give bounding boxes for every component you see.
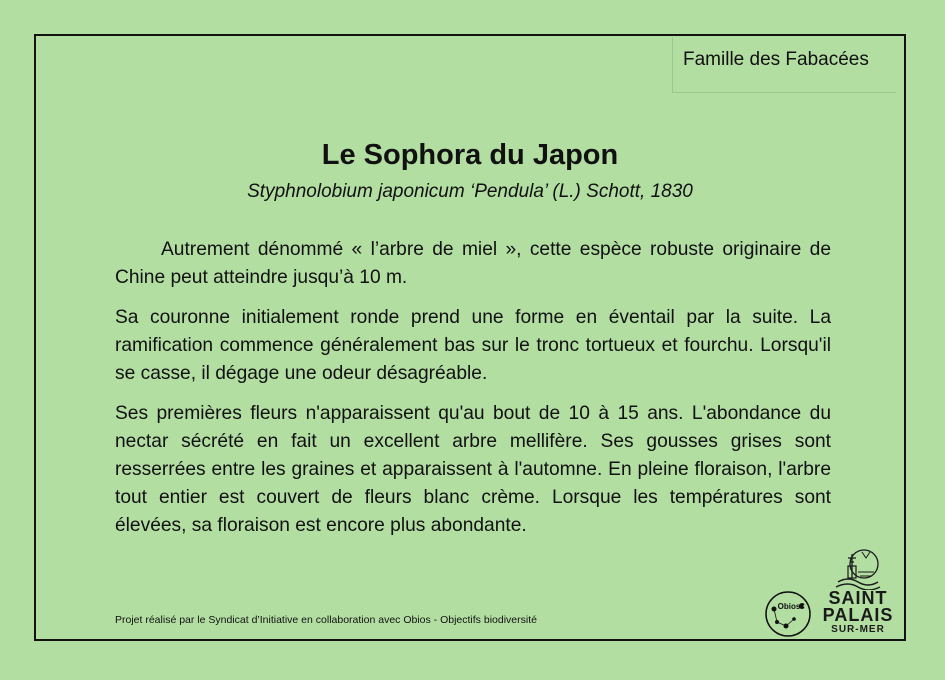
obios-logo: [764, 590, 812, 638]
family-label: Famille des Fabacées: [672, 37, 896, 93]
project-credit: Projet réalisé par le Syndicat d’Initiative en collaboration avec Obios - Objectifs biodiversité: [115, 614, 537, 626]
paragraph-2: Sa couronne initialement ronde prend une forme en éventail par la suite. La ramification commence généralement bas sur le tronc tortueux et fourchu. Lorsqu'il se casse, il dégage une odeur désagréable.: [115, 307, 831, 384]
city-emblem-icon: [834, 544, 882, 590]
scientific-name: Styphnolobium japonicum ‘Pendula’ (L.) Schott, 1830: [247, 181, 693, 202]
obios-logo-text: Obios: [777, 602, 801, 611]
city-logo: [820, 544, 896, 644]
plant-title: Le Sophora du Japon: [321, 139, 619, 171]
city-name: SAINT PALAIS: [822, 588, 894, 625]
paragraph-1: Autrement dénommé « l’arbre de miel », cette espèce robuste originaire de Chine peut atteindre jusqu’à 10 m.: [115, 239, 831, 288]
info-panel: [34, 34, 906, 641]
description: [115, 236, 831, 552]
city-sub: SUR-MER: [831, 624, 885, 635]
paragraph-3: Ses premières fleurs n'apparaissent qu'au bout de 10 à 15 ans. L'abondance du nectar sécrété en fait un excellent arbre mellifère. Ses gousses grises sont resserrées entre les graines et apparaissent à l'automne. En pleine floraison, l'arbre tout entier est couvert de fleurs blanc crème. Lorsque les températures sont élevées, sa floraison est encore plus abondante.: [115, 403, 831, 536]
